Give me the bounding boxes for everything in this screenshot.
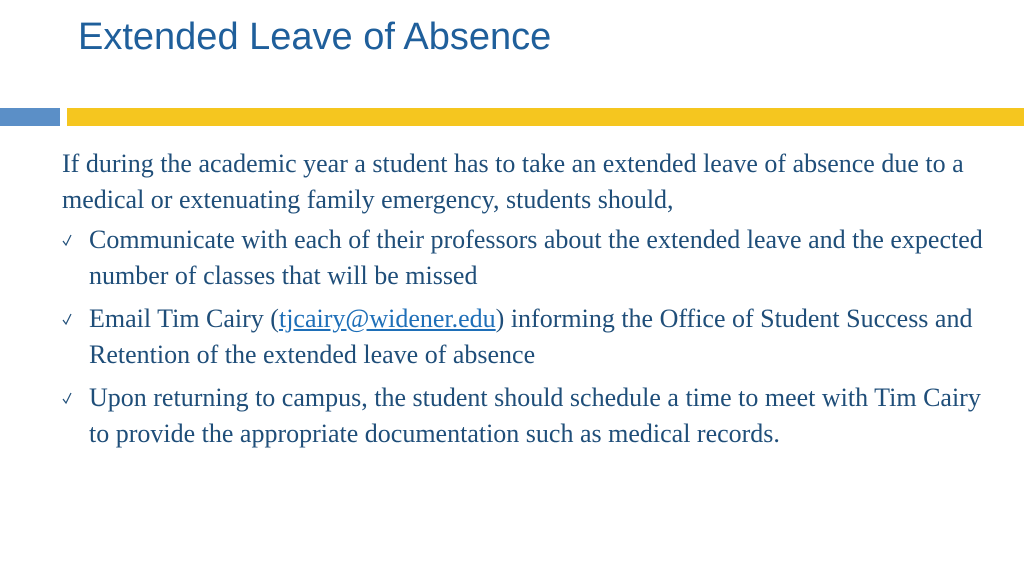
check-icon <box>62 390 72 406</box>
bullet-item-professors <box>62 222 992 294</box>
bullet-item-email <box>62 301 992 373</box>
accent-bar-blue <box>0 108 60 126</box>
slide-title: Extended Leave of Absence <box>78 16 552 58</box>
slide-body <box>62 146 992 459</box>
bullet-text-after-link: ) informing the Office of Student Success and Retention of the extended leave of absence <box>89 304 973 369</box>
intro-paragraph: If during the academic year a student has to take an extended leave of absence due to a medical or extenuating family emergency, students should, <box>62 149 964 214</box>
bullet-item-returning <box>62 380 992 452</box>
check-icon <box>62 311 72 327</box>
bullet-text-before-link: Email Tim Cairy ( <box>89 304 279 333</box>
check-icon <box>62 232 72 248</box>
bullet-text: Upon returning to campus, the student should schedule a time to meet with Tim Cairy to provide the appropriate documentation such as medical records. <box>89 383 981 448</box>
email-link[interactable]: tjcairy@widener.edu <box>278 304 496 333</box>
bullet-list <box>62 222 992 452</box>
accent-bar-yellow <box>67 108 1024 126</box>
bullet-text: Communicate with each of their professors about the extended leave and the expected number of classes that will be missed <box>89 225 983 290</box>
